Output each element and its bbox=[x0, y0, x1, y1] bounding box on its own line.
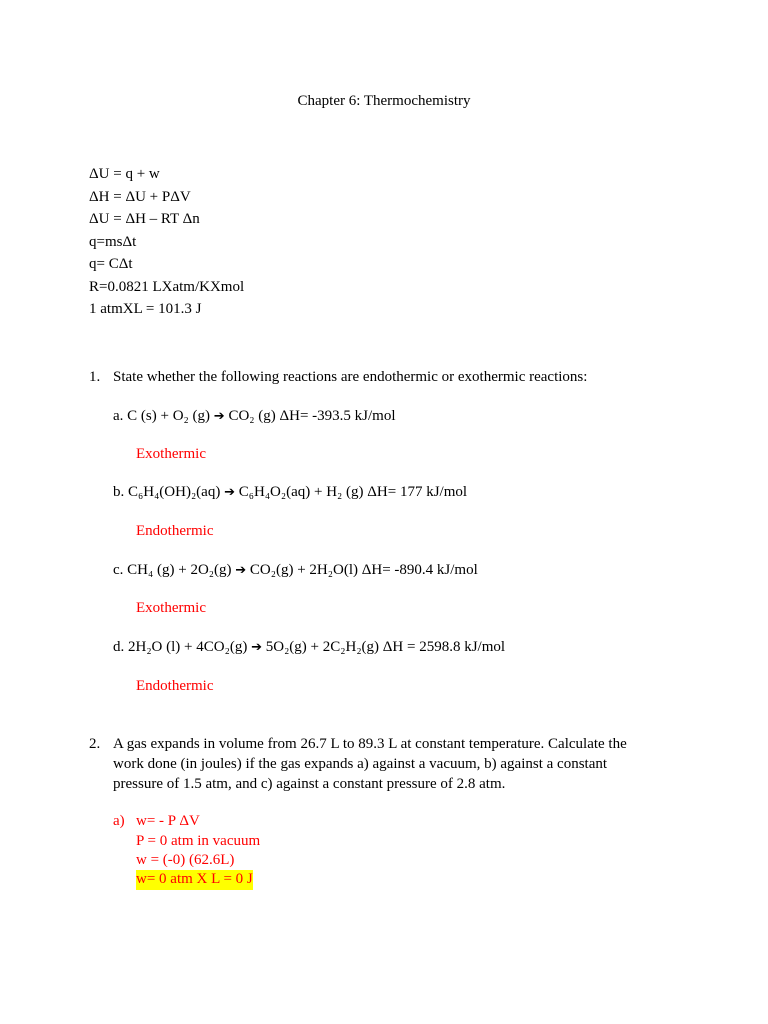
answer-2a-line: w = (-0) (62.6L) bbox=[136, 852, 235, 868]
answer-2a-highlighted: w= 0 atm X L = 0 J bbox=[136, 870, 253, 890]
answer-c: Exothermic bbox=[136, 600, 206, 616]
right-arrow-icon: ➔ bbox=[213, 409, 225, 424]
formula-line: ΔU = ΔH – RT Δn bbox=[89, 211, 200, 227]
right-arrow-icon: ➔ bbox=[235, 563, 247, 578]
question-1-prompt: State whether the following reactions are endothermic or exothermic reactions: bbox=[113, 369, 588, 385]
formula-line: ΔH = ΔU + PΔV bbox=[89, 188, 191, 205]
formula-line: q= CΔt bbox=[89, 256, 133, 272]
page-title: Chapter 6: Thermochemistry bbox=[297, 93, 471, 109]
formula-line: q=msΔt bbox=[89, 233, 137, 250]
formula-line: R=0.0821 LXatm/KXmol bbox=[89, 278, 245, 295]
reaction-letter: b. bbox=[113, 484, 125, 500]
reaction-reactants: CH₄ (g) + 2O₂(g) bbox=[127, 562, 232, 578]
reaction-c bbox=[113, 561, 478, 581]
question-2-number: 2. bbox=[89, 736, 101, 752]
answer-2a-line: P = 0 atm in vacuum bbox=[136, 833, 261, 849]
reaction-letter: c. bbox=[113, 562, 124, 578]
reaction-reactants: C₆H₄(OH)₂(aq) bbox=[128, 484, 221, 500]
right-arrow-icon: ➔ bbox=[224, 485, 235, 500]
answer-b: Endothermic bbox=[136, 523, 214, 539]
formula-line: 1 atmXL = 101.3 J bbox=[89, 301, 202, 317]
answer-d: Endothermic bbox=[136, 678, 214, 694]
reaction-products: CO₂(g) + 2H₂O(l) ΔH= -890.4 kJ/mol bbox=[249, 562, 478, 578]
question-2-prompt-line: pressure of 1.5 atm, and c) against a constant pressure of 2.8 atm. bbox=[113, 776, 506, 792]
question-2-prompt-line: A gas expands in volume from 26.7 L to 89.3 L at constant temperature. Calculate the bbox=[113, 736, 627, 752]
reaction-letter: d. bbox=[113, 639, 125, 655]
answer-2a-line: w= - P ΔV bbox=[136, 813, 200, 829]
reaction-d bbox=[113, 638, 505, 658]
reaction-a bbox=[113, 407, 396, 427]
reaction-b bbox=[113, 483, 467, 503]
reaction-products: CO₂ (g) ΔH= -393.5 kJ/mol bbox=[228, 408, 396, 424]
answer-2a-label: a) bbox=[113, 813, 125, 829]
reaction-products: C₆H₄O₂(aq) + H₂ (g) ΔH= 177 kJ/mol bbox=[238, 484, 468, 500]
question-2-prompt-line: work done (in joules) if the gas expands a) against a vacuum, b) against a constant bbox=[113, 756, 608, 772]
reaction-reactants: C (s) + O₂ (g) bbox=[127, 408, 211, 424]
reaction-reactants: 2H₂O (l) + 4CO₂(g) bbox=[128, 639, 248, 655]
answer-a: Exothermic bbox=[136, 446, 206, 462]
right-arrow-icon: ➔ bbox=[251, 640, 262, 655]
reaction-products: 5O₂(g) + 2C₂H₂(g) ΔH = 2598.8 kJ/mol bbox=[265, 639, 506, 655]
formula-line: ΔU = q + w bbox=[89, 166, 160, 182]
reaction-letter: a. bbox=[113, 408, 124, 424]
formula-list bbox=[89, 163, 244, 321]
question-1-number: 1. bbox=[89, 369, 101, 385]
